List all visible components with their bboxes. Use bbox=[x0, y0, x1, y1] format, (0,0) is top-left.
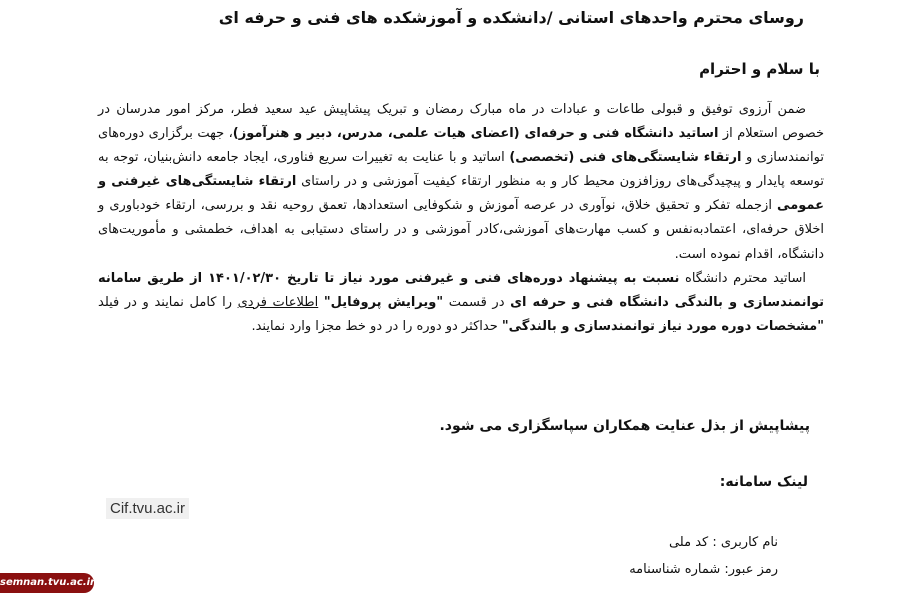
paragraph-instructions bbox=[98, 267, 824, 339]
system-link-label: لینک سامانه: bbox=[719, 474, 808, 490]
thanks-line: پیشاپیش از بذل عنایت همکاران سپاسگزاری می شود. bbox=[439, 418, 810, 434]
paragraph1-run: اساتید و با عنایت به تغییرات سریع فناوری، ایجاد جامعه دانش‌بنیان، توجه به توسعه پایدار و پیچیدگی‌های روزافزون محیط کار و به منظور ارتقاء کیفیت آموزشی و در راستای bbox=[98, 150, 824, 190]
paragraph1-run: ارتقاء شایستگی‌های فنی (تخصصی) bbox=[509, 150, 742, 166]
paragraph1-run: ازجمله تفکر و تحقیق خلاق، نوآوری در عرصه آموزش و شکوفایی استعدادها، تعمق روحیه نقد و بررسی، ارتقاء خودباوری و اخلاق حرفه‌ای، اعتمادبه‌نفس و کسب مهارت‌های آموزشی،کادر آموزشی و در راستای دستیابی به اهداف، خطمشی و مأموریت‌های دانشگاه، اقدام نموده است. bbox=[98, 198, 824, 262]
paragraph2-run: "ویرایش پروفایل" bbox=[323, 294, 444, 310]
letter-body bbox=[98, 98, 824, 339]
paragraph1-run: ، جهت برگزاری دوره‌های توانمندسازی و bbox=[98, 126, 824, 166]
paragraph1-run: ارتقاء شایستگی‌های غیرفنی و عمومی bbox=[98, 174, 824, 214]
system-link[interactable]: Cif.tvu.ac.ir bbox=[106, 498, 189, 519]
paragraph1-run: اساتید دانشگاه فنی و حرفه‌ای (اعضای هیات علمی، مدرس، دبیر و هنرآموز) bbox=[232, 126, 719, 142]
paragraph2-run: "مشخصات دوره مورد نیاز توانمندسازی و بالندگی" bbox=[501, 318, 824, 334]
paragraph2-run: در قسمت bbox=[443, 294, 511, 310]
paragraph1-run: ضمن آرزوی توفیق و قبولی طاعات و عبادات در ماه مبارک رمضان و تبریک پیشاپیش عید سعید فطر، مرکز امور مدرسان در خصوص استعلام از bbox=[98, 102, 824, 142]
greeting: با سلام و احترام bbox=[699, 60, 820, 78]
letter-heading: روسای محترم واحدهای استانی /دانشکده و آموزشکده های فنی و حرفه ای bbox=[218, 8, 804, 27]
paragraph2-run: اطلاعات فردی bbox=[237, 294, 319, 310]
password-hint: رمز عبور: شماره شناسنامه bbox=[629, 562, 778, 577]
site-watermark: semnan.tvu.ac.ir bbox=[0, 573, 94, 593]
paragraph2-run: اساتید محترم دانشگاه bbox=[679, 270, 807, 286]
paragraph-intro bbox=[98, 98, 824, 267]
paragraph2-run: را کامل نمایند و در فیلد bbox=[98, 294, 238, 310]
username-hint: نام کاربری : کد ملی bbox=[668, 535, 778, 550]
paragraph2-run: نسبت به پیشنهاد دوره‌های فنی و غیرفنی مورد نیاز تا تاریخ ۱۴۰۱/۰۲/۳۰ از طریق سامانه توانمندسازی و بالندگی دانشگاه فنی و حرفه ای bbox=[98, 270, 824, 310]
paragraph2-run: حداکثر دو دوره را در دو خط مجزا وارد نمایند. bbox=[251, 318, 502, 334]
